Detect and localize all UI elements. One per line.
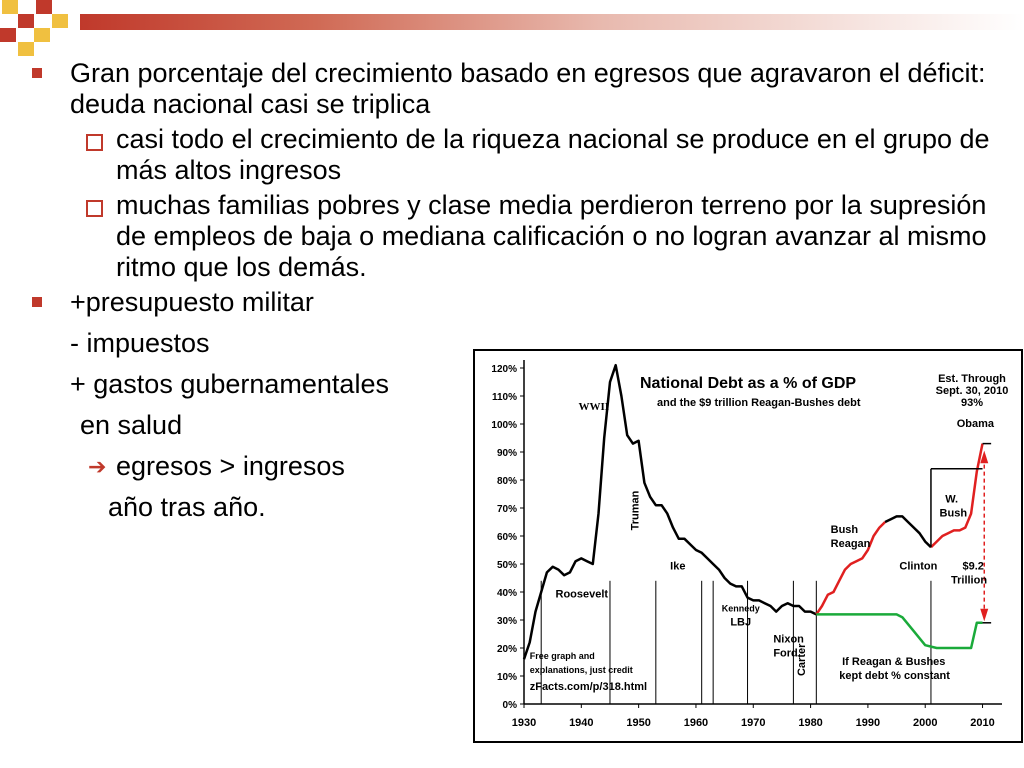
chart-annotation: Clinton [899,560,938,573]
debt-chart-svg [472,348,1024,744]
y-tick-label: 120% [491,364,517,375]
chart-annotation: Obama [956,417,995,430]
y-tick-label: 0% [502,700,517,711]
chart-subtitle: and the $9 trillion Reagan-Bushes debt [657,397,861,409]
x-tick-label: 1970 [741,717,766,729]
estimate-note: 93% [960,397,984,409]
y-tick-label: 110% [491,392,517,403]
x-tick-label: 1930 [511,717,537,729]
chart-title: National Debt as a % of GDP [640,375,857,392]
x-tick-label: 1980 [798,717,823,729]
x-tick-label: 2010 [970,717,995,729]
chart-annotation: Bush [939,507,968,520]
y-tick-label: 30% [496,616,517,627]
chart-annotation: W. [945,493,959,506]
x-tick-label: 1960 [683,717,709,729]
chart-annotation: LBJ [730,616,752,629]
debt-chart [472,348,1024,744]
y-tick-label: 100% [491,420,517,431]
y-tick-label: 80% [496,476,517,487]
arrow-text: egresos > ingresos [116,451,345,481]
text-line: año tras año. [108,492,266,522]
x-tick-label: 1950 [626,717,651,729]
chart-annotation: Carter [795,643,808,676]
x-tick-label: 1990 [855,717,881,729]
sub-bullet-item [28,190,1018,283]
chart-annotation: WWII [578,401,610,413]
estimate-note: Est. Through [938,373,1006,385]
title-bar-stripe [80,14,1024,30]
text-line: + gastos gubernamentales [70,369,389,399]
chart-annotation: Nixon [773,633,804,646]
bullet-item [28,287,1018,318]
y-tick-label: 20% [496,644,517,655]
square-bullet-icon [32,68,42,78]
chart-annotation: Free graph and [529,651,595,662]
chart-annotation: Bush [830,524,859,537]
estimate-note: Sept. 30, 2010 [935,385,1009,397]
bullet-text: Gran porcentaje del crecimiento basado en egresos que agravaron el déficit: deuda nacional casi se triplica [70,58,986,119]
chart-annotation: Truman [629,490,642,531]
chart-annotation: explanations, just credit [529,665,633,676]
sub-bullet-text: casi todo el crecimiento de la riqueza nacional se produce en el grupo de más altos ingresos [116,124,990,185]
sub-bullet-item [28,124,1018,186]
arrow-right-icon: ➔ [88,454,107,479]
hollow-square-bullet-icon [86,134,103,151]
corner-decoration [0,0,80,60]
chart-annotation: Ike [670,560,686,573]
chart-annotation: Trillion [951,574,988,587]
x-tick-label: 2000 [912,717,938,729]
sub-bullet-text: muchas familias pobres y clase media perdieron terreno por la supresión de empleos de baja o mediana calificación o no logran avanzar al mismo ritmo que los demás. [116,190,987,282]
chart-annotation: zFacts.com/p/318.html [529,681,648,693]
y-tick-label: 40% [496,588,517,599]
hollow-square-bullet-icon [86,200,103,217]
chart-annotation: kept debt % constant [839,669,950,682]
chart-annotation: Ford [773,647,798,660]
chart-annotation: Kennedy [721,603,760,614]
chart-annotation: Roosevelt [555,588,609,601]
chart-annotation: $9.2 [962,560,984,573]
chart-annotation: If Reagan & Bushes [842,655,946,668]
square-bullet-icon [32,297,42,307]
chart-annotation: Reagan [830,538,871,551]
bullet-item [28,58,1018,120]
text-line: - impuestos [70,328,210,358]
y-tick-label: 90% [496,448,517,459]
y-tick-label: 70% [496,504,517,515]
y-tick-label: 60% [496,532,517,543]
bullet-text: +presupuesto militar [70,287,314,317]
y-tick-label: 10% [496,672,517,683]
y-tick-label: 50% [496,560,517,571]
text-line: en salud [80,410,183,440]
x-tick-label: 1940 [569,717,594,729]
